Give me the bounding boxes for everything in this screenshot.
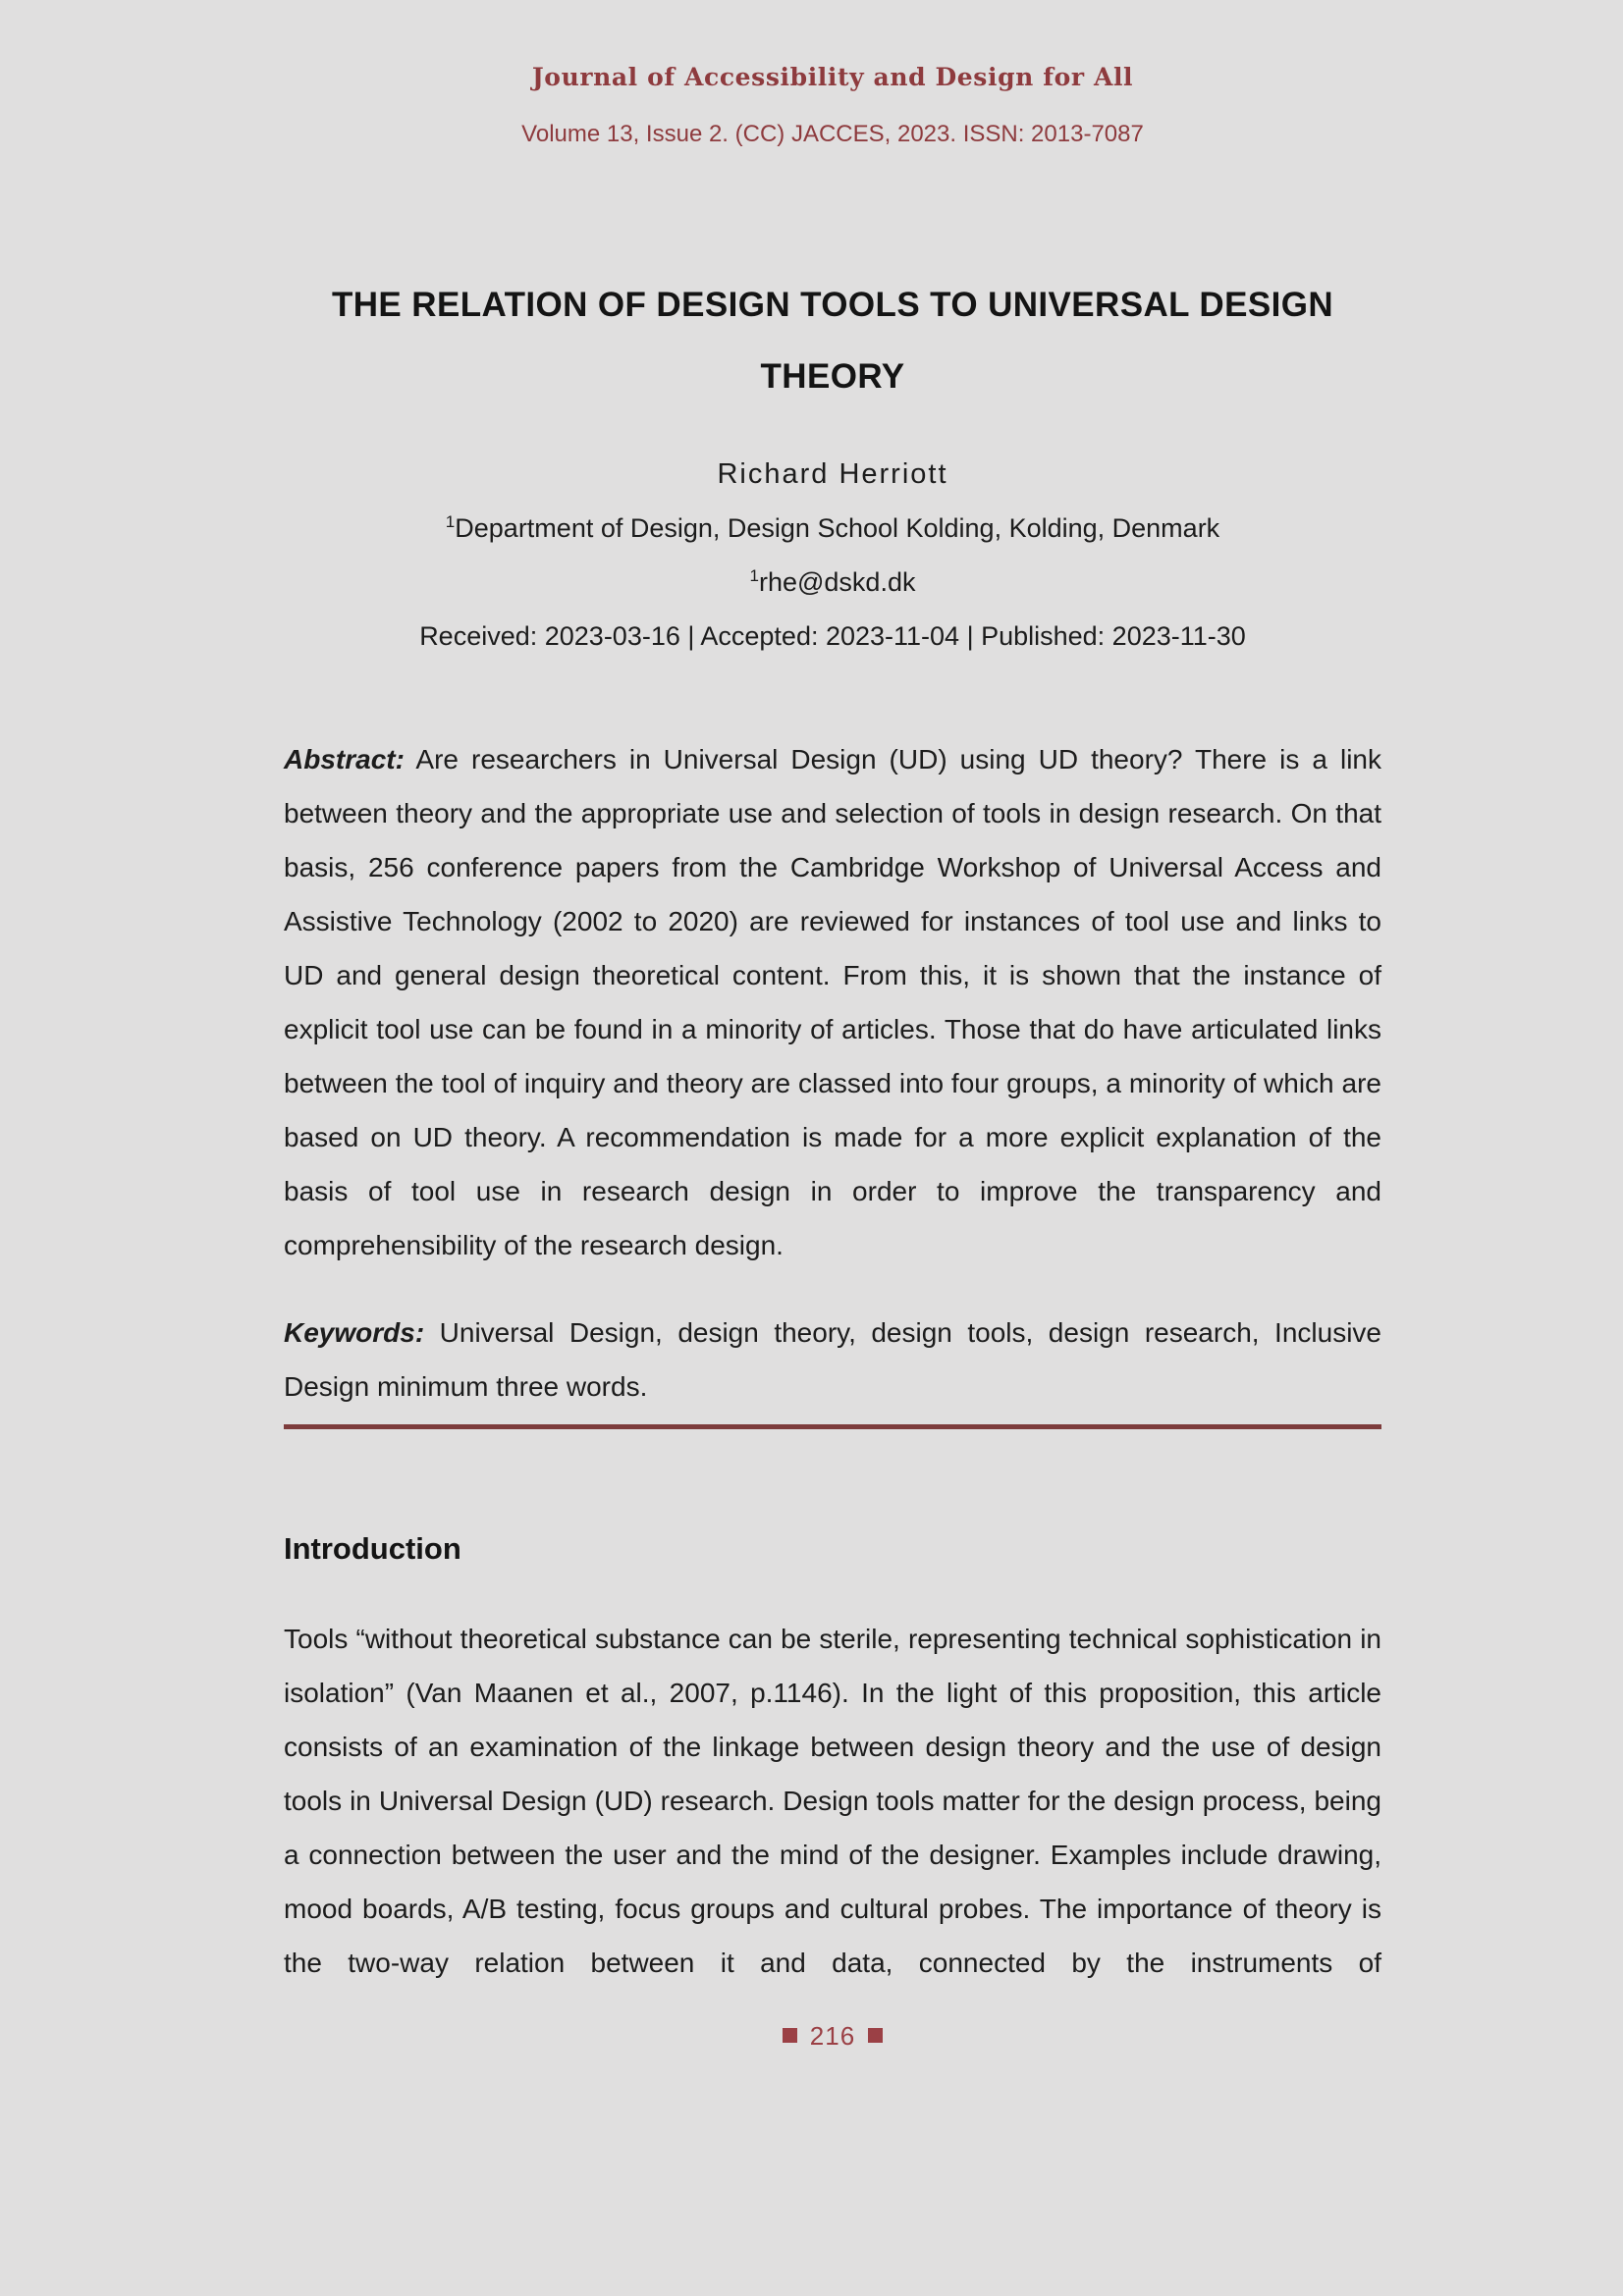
- affiliation-marker: 1: [445, 512, 456, 531]
- page-content-column: [284, 63, 1381, 2051]
- keywords-paragraph: [284, 1306, 1381, 1414]
- page-footer: [284, 2021, 1381, 2051]
- keywords-text: Universal Design, design theory, design tools, design research, Inclusive Design minimum three words.: [284, 1317, 1381, 1402]
- author-name: Richard Herriott: [717, 458, 948, 490]
- keywords-label: Keywords:: [284, 1317, 425, 1348]
- email-text: rhe@dskd.dk: [758, 567, 916, 597]
- author-block: [284, 448, 1381, 664]
- footer-square-right-icon: [868, 2028, 883, 2043]
- journal-name: Journal of Accessibility and Design for All: [531, 63, 1134, 91]
- introduction-paragraph: Tools “without theoretical substance can be sterile, representing technical sophistication in isolation” (Van Maanen et al., 2007, p.1146). In the light of this proposition, this article consists of an examination of the linkage between design theory and the use of design tools in Universal Design (UD) research. Design tools matter for the design process, being a connection between the user and the mind of the designer. Examples include drawing, mood boards, A/B testing, focus groups and cultural probes. The importance of theory is the two-way relation between it and data, connected by the instruments of: [284, 1624, 1381, 1978]
- article-title: THE RELATION OF DESIGN TOOLS TO UNIVERSAL DESIGN THEORY: [331, 286, 1334, 396]
- affiliation-text: Department of Design, Design School Kolding, Kolding, Denmark: [455, 513, 1220, 543]
- issue-line: Volume 13, Issue 2. (CC) JACCES, 2023. ISSN: 2013-7087: [521, 121, 1144, 147]
- page-number: 216: [809, 2021, 856, 2051]
- abstract-paragraph: [284, 732, 1381, 1272]
- email-marker: 1: [749, 566, 759, 585]
- dates-line: Received: 2023-03-16 | Accepted: 2023-11-04 | Published: 2023-11-30: [419, 621, 1246, 651]
- introduction-heading: Introduction: [284, 1531, 461, 1566]
- masthead: [284, 63, 1381, 149]
- footer-square-left-icon: [783, 2028, 797, 2043]
- abstract-text: Are researchers in Universal Design (UD) using UD theory? There is a link between theory and the appropriate use and selection of tools in design research. On that basis, 256 conference papers from the Cambridge Workshop of Universal Access and Assistive Technology (2002 to 2020) are reviewed for instances of tool use and links to UD and general design theoretical content. From this, it is shown that the instance of explicit tool use can be found in a minority of articles. Those that do have articulated links between the tool of inquiry and theory are classed into four groups, a minority of which are based on UD theory. A recommendation is made for a more explicit explanation of the basis of tool use in research design in order to improve the transparency and comprehensibility of the research design.: [284, 744, 1381, 1260]
- author-affiliation: [284, 502, 1381, 556]
- abstract-label: Abstract:: [284, 744, 405, 774]
- section-divider: [284, 1424, 1381, 1429]
- author-email: [284, 556, 1381, 610]
